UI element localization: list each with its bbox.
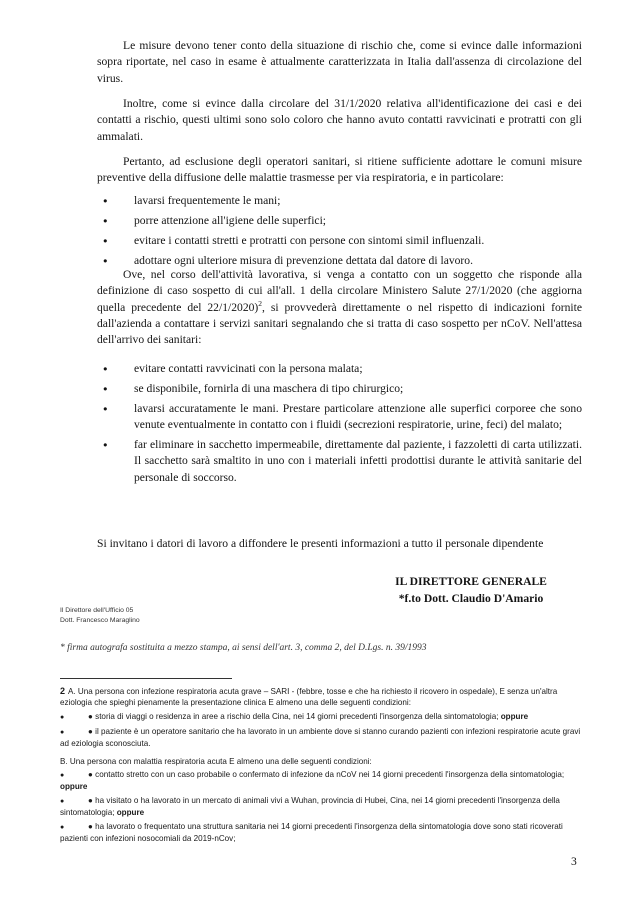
paragraph-risk-situation: Le misure devono tener conto della situazione di rischio che, come si evince dalle informazioni sopra riportate, nel caso in esame è attualmente caratterizzata in Italia dall'assenza di circolazione del virus. (97, 39, 582, 85)
bullet-icon: ● (60, 714, 65, 721)
bullet-icon: ● (60, 729, 65, 736)
list-item: ● adottare ogni ulteriore misura di prevenzione dettata dal datore di lavoro. (100, 253, 582, 269)
bullet-icon: ● (60, 824, 65, 831)
signature-role: IL DIRETTORE GENERALE (395, 575, 547, 588)
paragraph-preventive-measures: Pertanto, ad esclusione degli operatori sanitari, si ritiene sufficiente adottare le comuni misure preventive della diffusione delle malattie trasmesse per via respiratoria, e in particolare: (97, 155, 582, 185)
footnote-b-item-1-oppure: oppure (60, 781, 88, 791)
list-item: ● far eliminare in sacchetto impermeabile, direttamente dal paziente, i fazzoletti di carta utilizzati. Il sacchetto sarà smaltito in uno con i materiali infetti prodottisi durante le attività sanitarie del personale di soccorso. (100, 437, 582, 486)
list-item: ● lavarsi accuratamente le mani. Prestare particolare attenzione alle superfici corporee che sono venute eventualmente in contatto con i fluidi (secrezioni respiratorie, urine, feci) del malato; (100, 401, 582, 434)
footnote-reference: 2 (258, 298, 263, 308)
footnote-b-item-3-text: ha lavorato o frequentato una struttura sanitaria nei 14 giorni precedenti l'insorgenza della sintomatologia dove sono stati ricoverati pazienti con infezioni nosocomiali da 2019-nCov; (60, 822, 563, 843)
list-item: ● evitare contatti ravvicinati con la persona malata; (100, 361, 582, 377)
footnote-a-intro (60, 686, 582, 709)
waiting-measures-list (100, 361, 582, 489)
page-number: 3 (571, 855, 577, 868)
bullet-icon: ● (60, 772, 65, 779)
signature-name: *f.to Dott. Claudio D'Amario (398, 592, 544, 605)
footnote-a-item-1: ● ● storia di viaggi o residenza in aree a rischio della Cina, nei 14 giorni precedenti l'insorgenza della sintomatologia; oppure (60, 712, 582, 724)
footnote-b-intro: B. Una persona con malattia respiratoria acuta E almeno una delle seguenti condizioni: (60, 757, 372, 766)
paragraph-circular-contacts: Inoltre, come si evince dalla circolare del 31/1/2020 relativa all'identificazione dei casi e dei contatti a rischio, questi ultimi sono solo coloro che hanno avuto contatti ravvicinati e protratti con gli ammalati. (97, 97, 582, 143)
footnote-a-item-2-text: il paziente è un operatore sanitario che ha lavorato in un ambiente dove si stanno curando pazienti con infezioni respiratorie acute gravi ad eziologia sconosciuta. (60, 727, 581, 748)
autograph-signature-note: * firma autografa sostituita a mezzo stampa, ai sensi dell'art. 3, comma 2, del D.Lgs. n. 39/1993 (60, 643, 427, 653)
preventive-measures-list (100, 193, 582, 273)
footnote-b-item-3: ● ● ha lavorato o frequentato una struttura sanitaria nei 14 giorni precedenti l'insorgenza della sintomatologia dove sono stati ricoverati pazienti con infezioni nosocomiali da 2019-nCov; (60, 822, 563, 843)
footnote-number: 2 (60, 686, 66, 696)
suspected-case-text-start: Ove, nel corso dell'attività lavorativa, si venga a contatto con un soggetto che risponde alla definizione di caso sospetto di cui all'all. 1 della circolare Ministero Salute 27/1/2020 (che aggiorna quella precedente del 22/1/2020) (97, 268, 582, 314)
list-item: ● porre attenzione all'igiene delle superfici; (100, 213, 582, 229)
paragraph-suspected-case (97, 267, 582, 348)
footnote-b-item-2: ● ● ha visitato o ha lavorato in un mercato di animali vivi a Wuhan, provincia di Hubei, Cina, nei 14 giorni precedenti l'insorgenza della sintomatologia; oppure (60, 796, 560, 817)
footnote-b-item-1-text: contatto stretto con un caso probabile o confermato di infezione da nCoV nei 14 giorni precedenti l'insorgenza della sintomatologia; (95, 770, 565, 779)
bullet-icon: ● (60, 798, 65, 805)
footnote-b-item-2-oppure: oppure (116, 807, 145, 817)
office-director-signature (60, 606, 140, 625)
paragraph-invitation: Si invitano i datori di lavoro a diffondere le presenti informazioni a tutto il personale dipendente (97, 537, 544, 550)
suspected-case-text-end: , si provvederà direttamente o nel rispetto di indicazioni fornite dall'azienda a contattare i servizi sanitari segnalando che si tratta di caso sospetto per nCoV. Nell'attesa dell'arrivo dei sanitari: (97, 300, 582, 347)
list-item: ● lavarsi frequentemente le mani; (100, 193, 582, 209)
list-item: ● evitare i contatti stretti e protratti con persone con sintomi simil influenzali. (100, 233, 582, 249)
office-director-title: Il Direttore dell'Ufficio 05 (60, 607, 134, 614)
footnote-a-item-1-oppure: oppure (500, 712, 529, 721)
footnote-divider (60, 678, 232, 679)
office-director-name: Dott. Francesco Maraglino (60, 616, 140, 624)
footnote-a-item-1-text: storia di viaggi o residenza in aree a rischio della Cina, nei 14 giorni precedenti l'insorgenza della sintomatologia; (95, 712, 499, 721)
footnote-b-item-1: ● ● contatto stretto con un caso probabile o confermato di infezione da nCoV nei 14 giorni precedenti l'insorgenza della sintomatologia; oppure (60, 770, 565, 791)
footnote-a-item-2: ● ● il paziente è un operatore sanitario che ha lavorato in un ambiente dove si stanno curando pazienti con infezioni respiratorie acute gravi ad eziologia sconosciuta. (60, 727, 581, 748)
footnote-b-item-2-text: ha visitato o ha lavorato in un mercato di animali vivi a Wuhan, provincia di Hubei, Cina, nei 14 giorni precedenti l'insorgenza della sintomatologia; (60, 796, 560, 817)
list-item: ● se disponibile, fornirla di una maschera di tipo chirurgico; (100, 381, 582, 397)
footnote-a-intro-text: A. Una persona con infezione respiratoria acuta grave – SARI - (febbre, tosse e che ha richiesto il ricovero in ospedale), E senza un'altra eziologia che spieghi pienamente la presentazione clinica E almeno una delle seguenti condizioni: (60, 687, 558, 707)
